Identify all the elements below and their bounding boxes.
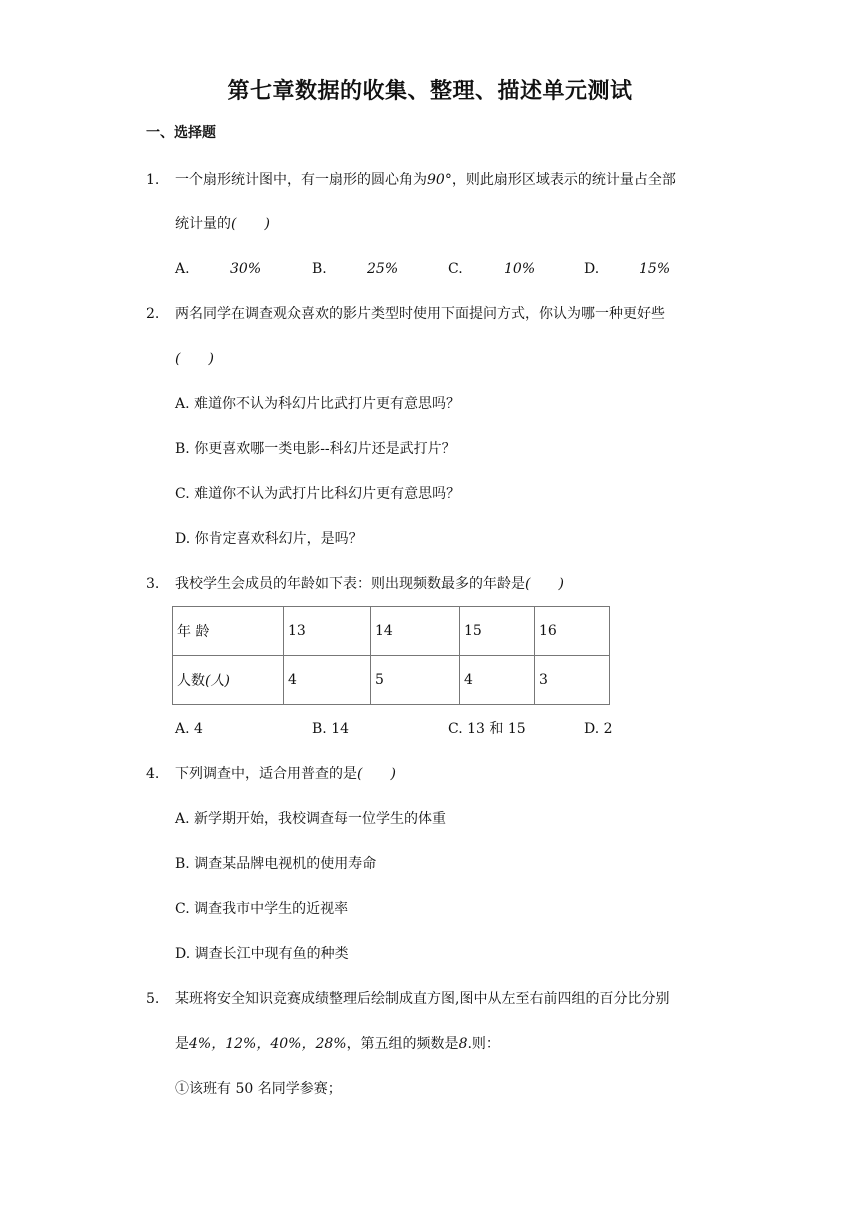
option-d-text: 15% bbox=[639, 261, 671, 277]
table-cell: 年 龄 bbox=[173, 607, 284, 656]
age-table bbox=[172, 606, 610, 705]
section-heading: 一、选择题 bbox=[146, 125, 216, 141]
table-row bbox=[173, 607, 610, 656]
option-d: D. 你肯定喜欢科幻片，是吗？ bbox=[175, 531, 363, 547]
option-a: A. 4 bbox=[175, 721, 203, 737]
question-5-line-1: 某班将安全知识竞赛成绩整理后绘制成直方图,图中从左至右前四组的百分比分别 bbox=[175, 991, 670, 1007]
circled-number: ① bbox=[175, 1081, 189, 1097]
question-2-line-1: 两名同学在调查观众喜欢的影片类型时使用下面提问方式，你认为哪一种更好些 bbox=[175, 306, 665, 322]
page-title: 第七章数据的收集、整理、描述单元测试 bbox=[227, 79, 633, 104]
question-number: 1. bbox=[146, 172, 160, 188]
question-4-line-1 bbox=[175, 764, 396, 784]
option-c: C. bbox=[448, 261, 463, 277]
question-text: 一个扇形统计图中，有一扇形的圆心角为 bbox=[175, 172, 427, 188]
option-a: A. 新学期开始，我校调查每一位学生的体重 bbox=[175, 811, 447, 827]
question-number: 4. bbox=[146, 766, 160, 782]
table-row bbox=[173, 656, 610, 705]
option-c: C. 13 和 15 bbox=[448, 721, 526, 737]
option-d: D. 2 bbox=[584, 721, 613, 737]
table-cell: 16 bbox=[535, 607, 610, 656]
question-text: 我校学生会成员的年龄如下表：则出现频数最多的年龄是 bbox=[175, 576, 525, 592]
question-text: 下列调查中，适合用普查的是 bbox=[175, 766, 357, 782]
table-cell: 人数(人) bbox=[173, 656, 284, 705]
statement-1: ①该班有 50 名同学参赛； bbox=[175, 1081, 342, 1097]
option-b: B. 调查某品牌电视机的使用寿命 bbox=[175, 856, 377, 872]
option-c: C. 调查我市中学生的近视率 bbox=[175, 901, 349, 917]
option-d: D. bbox=[584, 261, 600, 277]
option-b: B. 14 bbox=[312, 721, 350, 737]
option-b-text: 25% bbox=[367, 261, 399, 277]
question-text: ，则此扇形区域表示的统计量占全部 bbox=[451, 172, 676, 188]
answer-parenthesis: ( ) bbox=[175, 351, 214, 367]
question-number: 2. bbox=[146, 306, 160, 322]
option-c: C. 难道你不认为武打片比科幻片更有意思吗？ bbox=[175, 486, 461, 502]
question-5-line-2: 是4%，12%，40%，28%，第五组的频数是8.则： bbox=[175, 1036, 500, 1052]
option-a: A. 难道你不认为科幻片比武打片更有意思吗？ bbox=[175, 396, 461, 412]
table-cell: 4 bbox=[284, 656, 371, 705]
option-a-text: 30% bbox=[230, 261, 262, 277]
option-b: B. bbox=[312, 261, 327, 277]
question-text: 统计量的 bbox=[175, 216, 231, 232]
question-1-line-1 bbox=[175, 170, 676, 190]
table-cell: 4 bbox=[460, 656, 535, 705]
option-b: B. 你更喜欢哪一类电影--科幻片还是武打片？ bbox=[175, 441, 456, 457]
table-cell: 5 bbox=[371, 656, 460, 705]
option-c-text: 10% bbox=[504, 261, 536, 277]
option-a: A. bbox=[175, 261, 190, 277]
math-expression: 90° bbox=[427, 172, 452, 188]
table-cell: 15 bbox=[460, 607, 535, 656]
table-cell: 14 bbox=[371, 607, 460, 656]
question-3-line-1 bbox=[175, 574, 564, 594]
option-d: D. 调查长江中现有鱼的种类 bbox=[175, 946, 349, 962]
table-cell: 13 bbox=[284, 607, 371, 656]
question-number: 3. bbox=[146, 576, 160, 592]
answer-parenthesis: ( ) bbox=[231, 216, 270, 232]
question-number: 5. bbox=[146, 991, 160, 1007]
question-1-line-2 bbox=[175, 214, 270, 234]
answer-parenthesis: ( ) bbox=[357, 766, 396, 782]
table-cell: 3 bbox=[535, 656, 610, 705]
answer-parenthesis: ( ) bbox=[525, 576, 564, 592]
